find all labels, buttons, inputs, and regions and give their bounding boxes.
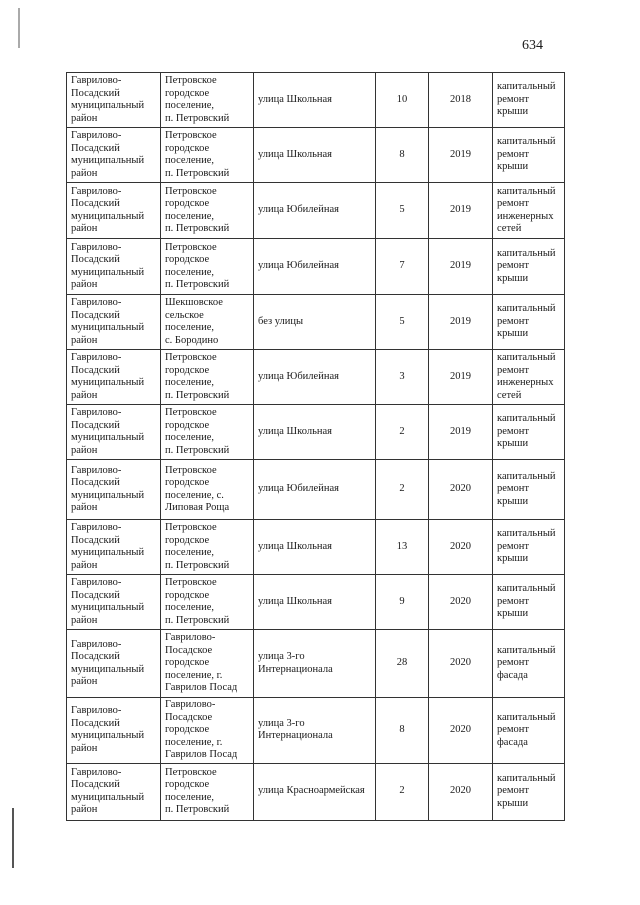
cell-house: 7 bbox=[376, 239, 429, 295]
cell-house: 8 bbox=[376, 128, 429, 183]
cell-year: 2020 bbox=[429, 460, 493, 520]
repair-schedule-table bbox=[66, 72, 565, 821]
page-number: 634 bbox=[522, 38, 543, 53]
cell-settlement: Гаврилово- Посадское городское поселение, г. Гаврилов Посад bbox=[161, 698, 254, 764]
cell-year: 2019 bbox=[429, 183, 493, 239]
table-row bbox=[67, 575, 565, 630]
cell-settlement: Петровское городское поселение, п. Петровский bbox=[161, 73, 254, 128]
cell-year: 2018 bbox=[429, 73, 493, 128]
cell-work: капитальный ремонт крыши bbox=[493, 575, 565, 630]
cell-work: капитальный ремонт крыши bbox=[493, 460, 565, 520]
cell-street: без улицы bbox=[254, 295, 376, 350]
table-row bbox=[67, 405, 565, 460]
cell-street: улица Юбилейная bbox=[254, 183, 376, 239]
scan-artifact bbox=[18, 8, 20, 48]
cell-district: Гаврилово- Посадский муниципальный район bbox=[67, 460, 161, 520]
cell-house: 13 bbox=[376, 520, 429, 575]
cell-settlement: Петровское городское поселение, с. Липовая Роща bbox=[161, 460, 254, 520]
cell-work: капитальный ремонт крыши bbox=[493, 73, 565, 128]
cell-work: капитальный ремонт фасада bbox=[493, 698, 565, 764]
cell-house: 9 bbox=[376, 575, 429, 630]
table-row bbox=[67, 239, 565, 295]
cell-street: улица 3-го Интернационала bbox=[254, 698, 376, 764]
cell-street: улица Школьная bbox=[254, 575, 376, 630]
cell-district: Гаврилово- Посадский муниципальный район bbox=[67, 575, 161, 630]
cell-district: Гаврилово- Посадский муниципальный район bbox=[67, 520, 161, 575]
cell-settlement: Петровское городское поселение, п. Петровский bbox=[161, 350, 254, 405]
table-row bbox=[67, 630, 565, 698]
cell-house: 8 bbox=[376, 698, 429, 764]
cell-district: Гаврилово- Посадский муниципальный район bbox=[67, 630, 161, 698]
cell-house: 3 bbox=[376, 350, 429, 405]
cell-district: Гаврилово- Посадский муниципальный район bbox=[67, 128, 161, 183]
cell-street: улица Юбилейная bbox=[254, 460, 376, 520]
cell-district: Гаврилово- Посадский муниципальный район bbox=[67, 183, 161, 239]
cell-work: капитальный ремонт крыши bbox=[493, 520, 565, 575]
cell-work: капитальный ремонт крыши bbox=[493, 405, 565, 460]
cell-house: 2 bbox=[376, 405, 429, 460]
cell-street: улица 3-го Интернационала bbox=[254, 630, 376, 698]
cell-street: улица Школьная bbox=[254, 73, 376, 128]
cell-district: Гаврилово- Посадский муниципальный район bbox=[67, 350, 161, 405]
cell-house: 2 bbox=[376, 763, 429, 820]
cell-year: 2019 bbox=[429, 350, 493, 405]
cell-house: 5 bbox=[376, 183, 429, 239]
table-row bbox=[67, 460, 565, 520]
cell-work: капитальный ремонт инженерных сетей bbox=[493, 183, 565, 239]
table-row bbox=[67, 520, 565, 575]
cell-street: улица Юбилейная bbox=[254, 239, 376, 295]
cell-street: улица Школьная bbox=[254, 405, 376, 460]
cell-district: Гаврилово- Посадский муниципальный район bbox=[67, 239, 161, 295]
table-row bbox=[67, 350, 565, 405]
cell-year: 2020 bbox=[429, 630, 493, 698]
cell-settlement: Петровское городское поселение, п. Петровский bbox=[161, 763, 254, 820]
cell-street: улица Юбилейная bbox=[254, 350, 376, 405]
scan-artifact bbox=[12, 808, 14, 868]
cell-settlement: Шекшовское сельское поселение, с. Бородино bbox=[161, 295, 254, 350]
cell-year: 2019 bbox=[429, 239, 493, 295]
cell-house: 2 bbox=[376, 460, 429, 520]
cell-settlement: Петровское городское поселение, п. Петровский bbox=[161, 520, 254, 575]
cell-street: улица Красноармейская bbox=[254, 763, 376, 820]
cell-work: капитальный ремонт крыши bbox=[493, 128, 565, 183]
cell-work: капитальный ремонт инженерных сетей bbox=[493, 350, 565, 405]
table-row bbox=[67, 295, 565, 350]
cell-work: капитальный ремонт крыши bbox=[493, 295, 565, 350]
cell-district: Гаврилово- Посадский муниципальный район bbox=[67, 405, 161, 460]
cell-year: 2019 bbox=[429, 128, 493, 183]
cell-settlement: Петровское городское поселение, п. Петровский bbox=[161, 183, 254, 239]
cell-work: капитальный ремонт крыши bbox=[493, 239, 565, 295]
table-row bbox=[67, 128, 565, 183]
cell-district: Гаврилово- Посадский муниципальный район bbox=[67, 763, 161, 820]
table-row bbox=[67, 73, 565, 128]
cell-house: 5 bbox=[376, 295, 429, 350]
cell-year: 2020 bbox=[429, 575, 493, 630]
cell-district: Гаврилово- Посадский муниципальный район bbox=[67, 295, 161, 350]
cell-street: улица Школьная bbox=[254, 520, 376, 575]
cell-house: 28 bbox=[376, 630, 429, 698]
cell-work: капитальный ремонт крыши bbox=[493, 763, 565, 820]
cell-year: 2020 bbox=[429, 520, 493, 575]
table-row bbox=[67, 183, 565, 239]
cell-year: 2020 bbox=[429, 763, 493, 820]
table-row bbox=[67, 698, 565, 764]
cell-year: 2019 bbox=[429, 405, 493, 460]
cell-house: 10 bbox=[376, 73, 429, 128]
cell-street: улица Школьная bbox=[254, 128, 376, 183]
cell-district: Гаврилово- Посадский муниципальный район bbox=[67, 698, 161, 764]
table-row bbox=[67, 763, 565, 820]
cell-work: капитальный ремонт фасада bbox=[493, 630, 565, 698]
cell-year: 2020 bbox=[429, 698, 493, 764]
cell-settlement: Петровское городское поселение, п. Петровский bbox=[161, 128, 254, 183]
cell-settlement: Гаврилово- Посадское городское поселение, г. Гаврилов Посад bbox=[161, 630, 254, 698]
cell-year: 2019 bbox=[429, 295, 493, 350]
cell-settlement: Петровское городское поселение, п. Петровский bbox=[161, 405, 254, 460]
cell-settlement: Петровское городское поселение, п. Петровский bbox=[161, 575, 254, 630]
cell-settlement: Петровское городское поселение, п. Петровский bbox=[161, 239, 254, 295]
cell-district: Гаврилово- Посадский муниципальный район bbox=[67, 73, 161, 128]
